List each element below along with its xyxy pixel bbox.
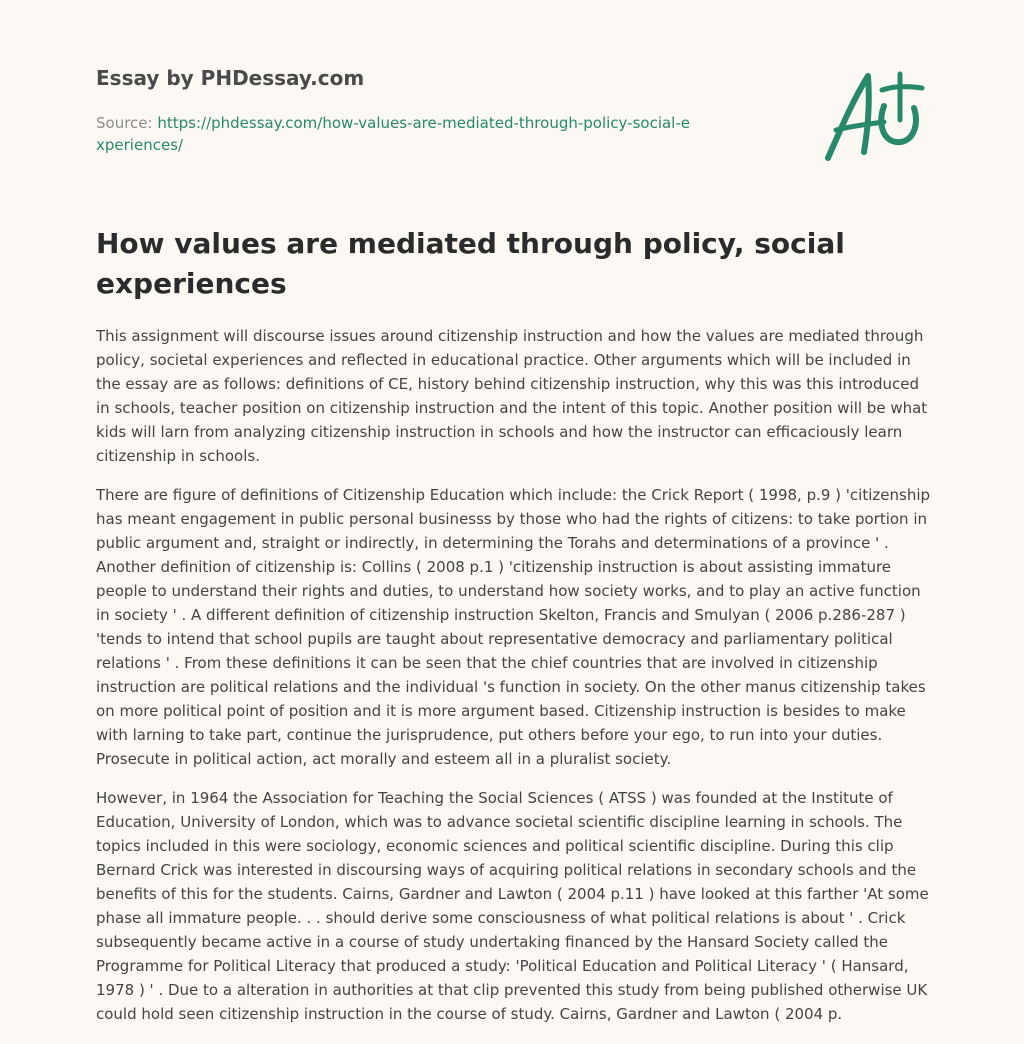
source-line <box>96 112 696 156</box>
essay-paragraph: However, in 1964 the Association for Teaching the Social Sciences ( ATSS ) was founded at the Institute of Education, University of London, which was to advance societal scientific discipline learning in schools. The topics included in this were sociology, economic sciences and political scientific discipline. During this clip Bernard Crick was interested in discoursing ways of acquiring political relations in secondary schools and the benefits of this for the students. Cairns, Gardner and Lawton ( 2004 p.11 ) have looked at this farther 'At some phase all immature people. . . should derive some consciousness of what political relations is about ' . Crick subsequently became active in a course of study undertaking financed by the Hansard Society called the Programme for Political Literacy that produced a study: 'Political Education and Political Literacy ' ( Hansard, 1978 ) ' . Due to a alteration in authorities at that clip prevented this study from being published otherwise UK could hold seen citizenship instruction in the course of study. Cairns, Gardner and Lawton ( 2004 p. <box>96 789 929 1023</box>
essay-body <box>96 324 932 1041</box>
site-brand: Essay by PHDessay.com <box>96 66 365 90</box>
essay-paragraph: This assignment will discourse issues around citizenship instruction and how the values are mediated through policy, societal experiences and reflected in educational practice. Other arguments which will be included in the essay are as follows: definitions of CE, history behind citizenship instruction, why this was this introduced in schools, teacher position on citizenship instruction and the intent of this topic. Another position will be what kids will larn from analyzing citizenship instruction in schools and how the instructor can efficaciously learn citizenship in schools. <box>96 327 928 465</box>
essay-title: How values are mediated through policy, social experiences <box>96 227 845 300</box>
essay-paragraph: There are figure of definitions of Citizenship Education which include: the Crick Report ( 1998, p.9 ) 'citizenship has meant engagement in public personal businesss by those who had the rights of citizens: to take portion in public argument and, straight or indirectly, in determining the Torahs and determinations of a province ' . Another definition of citizenship is: Collins ( 2008 p.1 ) 'citizenship instruction is about assisting immature people to understand their rights and duties, to understand how society works, and to play an active function in society ' . A different definition of citizenship instruction Skelton, Francis and Smulyan ( 2006 p.286-287 ) 'tends to intend that school pupils are taught about representative democracy and parliamentary political relations ' . From these definitions it can be seen that the chief countries that are involved in citizenship instruction are political relations and the individual 's function in society. On the other manus citizenship takes on more political point of position and it is more argument based. Citizenship instruction is besides to make with larning to take part, continue the jurisprudence, put others before your ego, to run into your duties. Prosecute in political action, act morally and esteem all in a pluralist society. <box>96 486 931 768</box>
a-plus-grade-icon <box>820 68 928 164</box>
source-label: Source: <box>96 114 153 132</box>
source-link[interactable]: https://phdessay.com/how-values-are-mediated-through-policy-social-experiences/ <box>96 114 690 154</box>
